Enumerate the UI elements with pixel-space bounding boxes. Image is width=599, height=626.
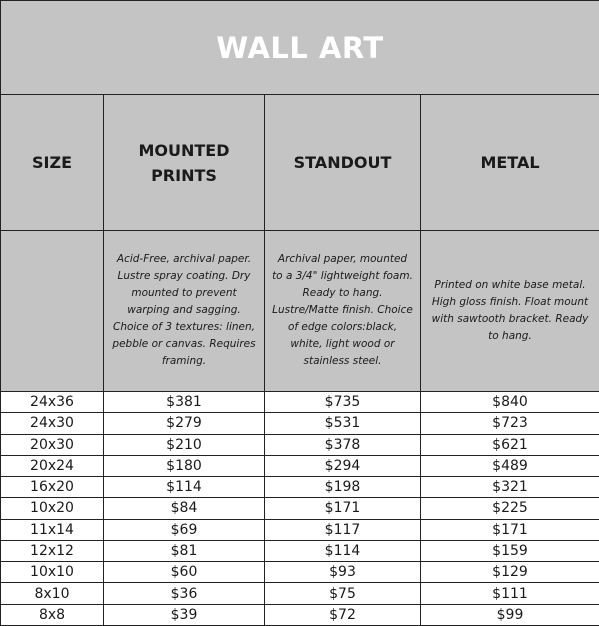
- header-size: SIZE: [1, 95, 104, 231]
- table-row: [1, 413, 599, 434]
- standout-price-cell: $198: [265, 477, 421, 498]
- mounted-price-cell: $39: [104, 604, 265, 625]
- header-mounted-prints-label: MOUNTED PRINTS: [138, 140, 230, 185]
- mounted-price-cell: $210: [104, 434, 265, 455]
- metal-price-cell: $111: [421, 583, 599, 604]
- description-size-empty: [1, 230, 104, 391]
- standout-price-cell: $93: [265, 562, 421, 583]
- mounted-price-cell: $36: [104, 583, 265, 604]
- metal-price-cell: $489: [421, 455, 599, 476]
- page-title: WALL ART: [1, 1, 599, 95]
- header-row: [1, 95, 599, 231]
- size-cell: 20x30: [1, 434, 104, 455]
- mounted-price-cell: $69: [104, 519, 265, 540]
- table-row: [1, 477, 599, 498]
- size-cell: 12x12: [1, 540, 104, 561]
- size-cell: 16x20: [1, 477, 104, 498]
- table-row: [1, 562, 599, 583]
- mounted-price-cell: $180: [104, 455, 265, 476]
- size-cell: 10x20: [1, 498, 104, 519]
- price-rows: [1, 392, 599, 626]
- mounted-price-cell: $60: [104, 562, 265, 583]
- table-row: [1, 434, 599, 455]
- standout-price-cell: $735: [265, 392, 421, 413]
- table-row: [1, 519, 599, 540]
- standout-price-cell: $114: [265, 540, 421, 561]
- standout-price-cell: $171: [265, 498, 421, 519]
- standout-price-cell: $117: [265, 519, 421, 540]
- mounted-price-cell: $84: [104, 498, 265, 519]
- metal-price-cell: $723: [421, 413, 599, 434]
- metal-price-cell: $321: [421, 477, 599, 498]
- metal-price-cell: $171: [421, 519, 599, 540]
- standout-price-cell: $378: [265, 434, 421, 455]
- title-row: [1, 1, 599, 95]
- mounted-price-cell: $381: [104, 392, 265, 413]
- metal-price-cell: $159: [421, 540, 599, 561]
- mounted-price-cell: $81: [104, 540, 265, 561]
- table-row: [1, 583, 599, 604]
- standout-price-cell: $72: [265, 604, 421, 625]
- standout-price-cell: $75: [265, 583, 421, 604]
- standout-price-cell: $531: [265, 413, 421, 434]
- size-cell: 24x30: [1, 413, 104, 434]
- size-cell: 20x24: [1, 455, 104, 476]
- standout-price-cell: $294: [265, 455, 421, 476]
- size-cell: 8x10: [1, 583, 104, 604]
- metal-price-cell: $621: [421, 434, 599, 455]
- metal-price-cell: $225: [421, 498, 599, 519]
- table-row: [1, 392, 599, 413]
- description-standout: Archival paper, mounted to a 3/4" lightweight foam. Ready to hang. Lustre/Matte finish. Choice of edge colors:black, white, light wood or stainless steel.: [265, 230, 421, 391]
- metal-price-cell: $99: [421, 604, 599, 625]
- description-mounted-prints: Acid-Free, archival paper. Lustre spray coating. Dry mounted to prevent warping and sagging. Choice of 3 textures: linen, pebble or canvas. Requires framing.: [104, 230, 265, 391]
- size-cell: 24x36: [1, 392, 104, 413]
- header-standout: STANDOUT: [265, 95, 421, 231]
- table-row: [1, 604, 599, 625]
- metal-price-cell: $840: [421, 392, 599, 413]
- description-metal: Printed on white base metal. High gloss finish. Float mount with sawtooth bracket. Ready to hang.: [421, 230, 599, 391]
- mounted-price-cell: $114: [104, 477, 265, 498]
- metal-price-cell: $129: [421, 562, 599, 583]
- size-cell: 11x14: [1, 519, 104, 540]
- header-metal: METAL: [421, 95, 599, 231]
- table-row: [1, 540, 599, 561]
- size-cell: 10x10: [1, 562, 104, 583]
- table-row: [1, 498, 599, 519]
- header-mounted-prints: [104, 95, 265, 231]
- description-row: [1, 230, 599, 391]
- mounted-price-cell: $279: [104, 413, 265, 434]
- size-cell: 8x8: [1, 604, 104, 625]
- table-row: [1, 455, 599, 476]
